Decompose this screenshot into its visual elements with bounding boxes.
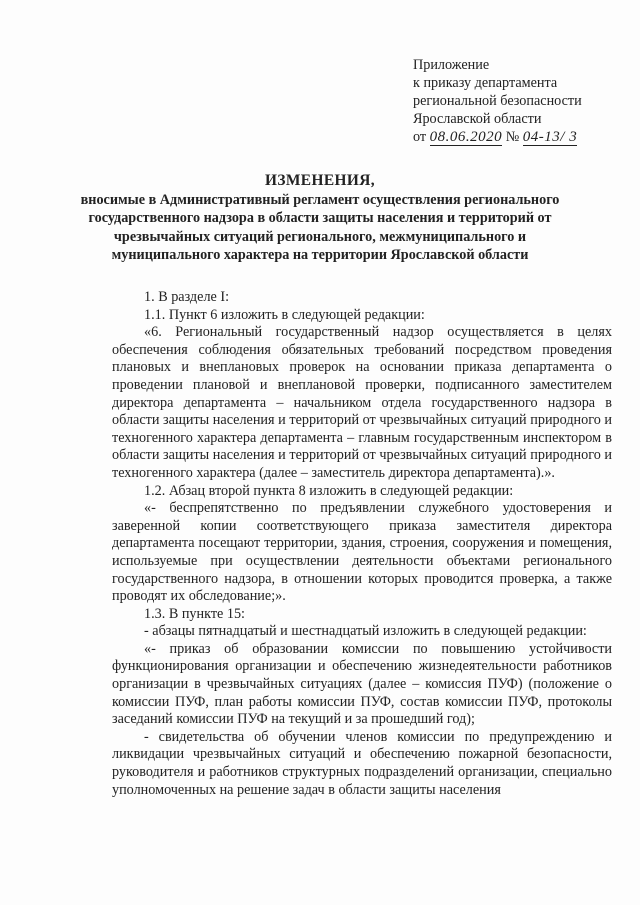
- paragraph: 1.3. В пункте 15:: [144, 605, 245, 622]
- paragraph: 1.1. Пункт 6 изложить в следующей редакции:: [144, 306, 425, 323]
- paragraph: 1.2. Абзац второй пункта 8 изложить в следующей редакции:: [144, 482, 514, 499]
- handwritten-date: 08.06.2020: [429, 129, 503, 145]
- appendix-line-3: региональной безопасности: [413, 93, 582, 109]
- appendix-date-line: [413, 128, 633, 146]
- appendix-line-1: Приложение: [413, 57, 490, 73]
- title-subtitle: вносимые в Административный регламент осуществления регионального государственного надзора в области защиты населения и территорий от чрезвычайных ситуаций регионального, межмуниципального и муниципального характера на территории Ярославской области: [80, 191, 560, 263]
- document-title: [60, 172, 580, 265]
- paragraph: - свидетельства об обучении членов комиссии по предупреждению и ликвидации чрезвычайных ситуаций и обеспечению пожарной безопасности, руководителя и работников структурных подразделений организации, специально уполномоченных на решение задач в области защиты населения: [112, 728, 612, 798]
- handwritten-number: 04-13/ 3: [522, 129, 578, 145]
- appendix-line-2: к приказу департамента: [413, 75, 558, 91]
- paragraph: - абзацы пятнадцатый и шестнадцатый изложить в следующей редакции:: [144, 623, 587, 640]
- document-body: [112, 289, 612, 799]
- title-heading: ИЗМЕНЕНИЯ,: [264, 172, 376, 189]
- paragraph: «- беспрепятственно по предъявлении служебного удостоверения и заверенной копии соответствующего приказа заместителя директора департамента посещают территории, здания, строения, сооружения и помещения, используемые при осуществлении деятельности объектами регионального государственного надзора, в отношении которых проводится проверка, а также проводят их обследование;».: [112, 500, 612, 605]
- appendix-block: [413, 56, 633, 146]
- number-prefix: №: [505, 129, 520, 145]
- paragraph: 1. В разделе I:: [144, 289, 230, 305]
- date-prefix: от: [413, 129, 427, 145]
- paragraph: «6. Региональный государственный надзор осуществляется в целях обеспечения соблюдения обязательных требований посредством проведения плановых и внеплановых проверок на основании приказа департамента о проведении плановой и внеплановой проверки, подписанного заместителем директора департамента – начальником отдела государственного надзора в области защиты населения и территорий от чрезвычайных ситуаций природного и техногенного характера департамента – главным государственным инспектором в области защиты населения и территорий от чрезвычайных ситуаций природного и техногенного характера (далее – заместитель директора департамента).».: [112, 324, 612, 481]
- appendix-line-4: Ярославской области: [413, 111, 542, 127]
- paragraph: «- приказ об образовании комиссии по повышению устойчивости функционирования организации и обеспечению жизнедеятельности работников организации в чрезвычайных ситуациях (далее – комиссия ПУФ) (положение о комиссии ПУФ, план работы комиссии ПУФ, состав комиссии ПУФ, протоколы заседаний комиссии ПУФ на текущий и за прошедший год);: [112, 640, 612, 728]
